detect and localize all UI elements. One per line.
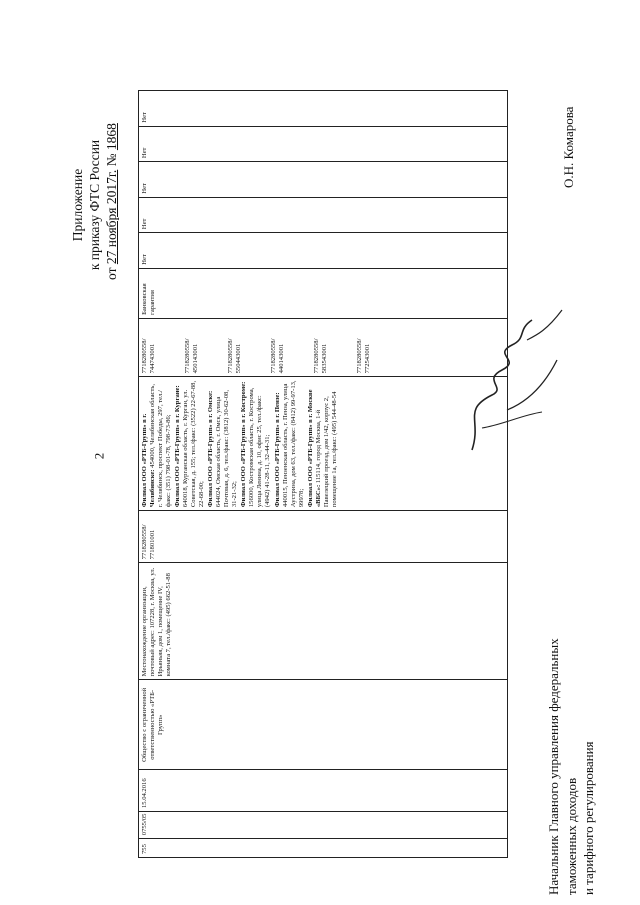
filial-inn: 7718280558/ 744743001 [141,338,157,374]
header-number: 1868 [103,123,119,151]
organization-address: Местонахождение организации, почтовый адрес: 107228, г. Москва, ул. Ирьяньяя, дом 1, помещение IV, комната 7, тел./факс: (495) 662-51-88 [139,563,508,680]
filial-inn: 7718280558/ 583543001 [313,338,329,374]
register-table [138,90,508,858]
register-table-wrap [138,90,508,858]
header-line-3 [103,123,121,280]
footer-line-2: таможенных доходов [563,777,579,895]
filial-entry: Филиал ООО «РТБ-Групп» в г. Омске: 644024, Омская область, г. Омск, улица Почтовая, д. 6, тел./факс: (3812) 30-62-08, 31-21-32; [207,390,239,508]
guarantee-type: Банковская гарантия [139,268,508,318]
filial-inn: 7718280558/ 440143001 [270,338,286,374]
filial-entry: Филиал ООО «РТБ-Групп» в г. Кургане: 640018, Курганская область, г. Курган, ул. Советская, д. 155; тел./факс: (3522) 22-67-88, 22-68-00; [174,380,206,508]
footer-block [545,35,625,895]
filial-entry: Филиал ООО «РТБ-Групп» в г. Челябинске: 454000, Челябинская область, г. Челябинск, проспект Победы, 297, тел./факс: (351) 798-01-78, 798-73-86; [141,384,173,508]
footer-line-1: Начальник Главного управления федеральных [546,638,561,895]
header-month: ноября [103,204,119,251]
table-row [139,91,508,858]
header-line-1: Приложение [70,168,85,242]
inn-kpp: 7718280558/ 771801001 [139,511,508,563]
flag-cell: Нет [139,233,508,269]
flag-cell: Нет [139,197,508,233]
filial-entry: Филиал ООО «РТБ-Групп» в г. Пензе: 440015, Пензенская область, г. Пенза, улица Аустрина, дом 63, тел./факс: (8412) 99-97-13, 99978; [273,380,305,508]
filial-entry: Филиал ООО «РТБ-Групп» в г. Костроме: 156000, Костромская область, г. Кострома, улица Ленина, д. 10, офис 25, тел./факс: (4942) 41-28-11, 32-44-31; [240,381,272,508]
flag-cell: Нет [139,162,508,198]
flag-cell: Нет [139,126,508,162]
registration-date: 15.04.2016 [139,770,508,812]
header-no-label: № [103,150,119,170]
header-year: 2017г. [103,169,119,205]
header-from: от [103,264,119,280]
filial-entry: Филиал ООО «РТБ-Групп» в г. Москве «ВБС»: 115114, город Москва, 1-й Павелецкий проезд, дом 1/42, корпус 2, помещение 1а, тел./факс: (495) 544-48-54 [306,389,338,508]
organization-name: Общество с ограниченной ответственностью «РТБ-Групп» [139,680,508,770]
signer-name: О.Н. Комарова [561,106,576,188]
footer-line-3: и тарифного регулирования [581,741,597,895]
filial-inn: 7718280558/ 772543001 [356,338,372,374]
filial-inn: 7718280558/ 450143001 [184,338,200,374]
page-number: 2 [91,452,107,460]
filial-inn: 7718280558/ 550443001 [227,338,243,374]
header-day: 27 [103,250,119,265]
row-number: 755 [139,839,508,858]
flag-cell: Нет [139,91,508,127]
registration-number: 0755/05 [139,812,508,839]
header-line-2: к приказу ФТС России [86,139,102,271]
